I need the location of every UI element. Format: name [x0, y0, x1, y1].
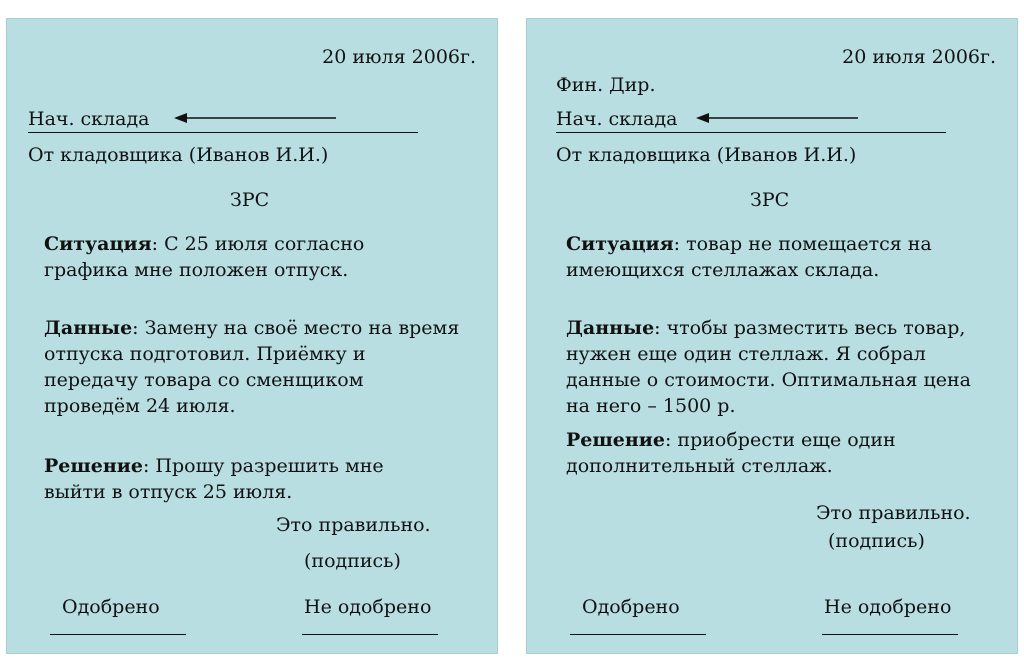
not-approved-label: Не одобрено: [304, 596, 432, 618]
approved-signature-line[interactable]: [570, 634, 706, 635]
memo-recipient: Нач. склада: [28, 108, 150, 130]
recipient-underline: [28, 132, 418, 133]
data-paragraph: [44, 315, 459, 419]
memo-sender: От кладовщика (Иванов И.И.): [556, 144, 857, 166]
situation-label: Ситуация: [566, 233, 674, 255]
data-label: Данные: [566, 317, 655, 339]
approved-label: Одобрено: [582, 596, 680, 618]
data-paragraph: [566, 315, 971, 419]
memo-title: ЗРС: [230, 189, 270, 211]
data-text: : чтобы разместить весь товар, нужен еще один стеллаж. Я собрал данные о стоимости. Оптимальная цена на него – 1500 р.: [566, 317, 972, 417]
situation-text: : С 25 июля согласно графика мне положен отпуск.: [44, 233, 365, 281]
arrow-left-icon: [174, 112, 336, 124]
decision-text: : Прошу разрешить мне выйти в отпуск 25 июля.: [44, 455, 384, 503]
decision-label: Решение: [44, 455, 143, 477]
memo-date: 20 июля 2006г.: [842, 46, 996, 68]
memo-cc: Фин. Дир.: [556, 74, 656, 96]
recipient-underline: [556, 132, 946, 133]
situation-label: Ситуация: [44, 233, 152, 255]
signature-placeholder: (подпись): [304, 550, 401, 572]
confirmation-text: Это правильно.: [816, 502, 971, 524]
signature-placeholder: (подпись): [828, 530, 925, 552]
situation-text: : товар не помещается на имеющихся стеллажах склада.: [566, 233, 932, 281]
data-text: : Замену на своё место на время отпуска подготовил. Приёмку и передачу товара со сменщиком проведём 24 июля.: [44, 317, 460, 417]
memo-card-shelving: [526, 18, 1018, 654]
decision-text: : приобрести еще один дополнительный стеллаж.: [566, 429, 896, 477]
not-approved-signature-line[interactable]: [302, 634, 438, 635]
data-label: Данные: [44, 317, 133, 339]
approved-signature-line[interactable]: [50, 634, 186, 635]
not-approved-label: Не одобрено: [824, 596, 952, 618]
situation-paragraph: [566, 231, 932, 283]
decision-paragraph: [44, 453, 384, 505]
memo-date: 20 июля 2006г.: [322, 46, 476, 68]
memo-card-vacation: [6, 18, 498, 654]
decision-paragraph: [566, 427, 896, 479]
memo-recipient: Нач. склада: [556, 108, 678, 130]
decision-label: Решение: [566, 429, 665, 451]
situation-paragraph: [44, 231, 364, 283]
arrow-left-icon: [696, 112, 858, 124]
not-approved-signature-line[interactable]: [822, 634, 958, 635]
memo-sender: От кладовщика (Иванов И.И.): [28, 144, 329, 166]
approved-label: Одобрено: [62, 596, 160, 618]
confirmation-text: Это правильно.: [276, 514, 431, 536]
memo-title: ЗРС: [750, 189, 790, 211]
